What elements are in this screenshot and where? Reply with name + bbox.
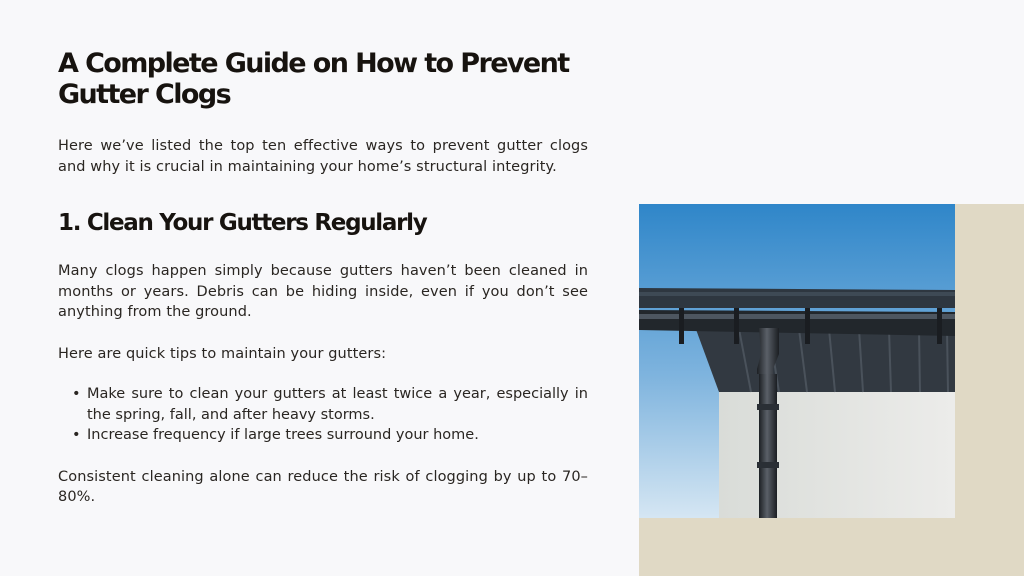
- bullet-icon: •: [72, 427, 81, 443]
- tip-text: Increase frequency if large trees surround your home.: [87, 427, 479, 443]
- tips-list: [58, 384, 588, 446]
- section-heading: 1. Clean Your Gutters Regularly: [58, 210, 427, 236]
- section-paragraph: Many clogs happen simply because gutters haven’t been cleaned in months or years. Debris can be hiding inside, even if you don’t see anything from the ground.: [58, 263, 588, 320]
- list-item: [72, 384, 588, 425]
- tips-intro: Here are quick tips to maintain your gutters:: [58, 345, 387, 362]
- page-title: A Complete Guide on How to Prevent Gutter Clogs: [58, 48, 569, 110]
- bullet-icon: •: [72, 386, 81, 402]
- conclusion-paragraph: Consistent cleaning alone can reduce the risk of clogging by up to 70–80%.: [58, 468, 588, 505]
- gutter-photo: [639, 204, 955, 518]
- article-content: [58, 48, 588, 508]
- tip-text: Make sure to clean your gutters at least twice a year, especially in the spring, fall, and after heavy storms.: [87, 386, 588, 423]
- intro-paragraph: Here we’ve listed the top ten effective ways to prevent gutter clogs and why it is crucial in maintaining your home’s structural integrity.: [58, 138, 588, 175]
- list-item: [72, 425, 588, 446]
